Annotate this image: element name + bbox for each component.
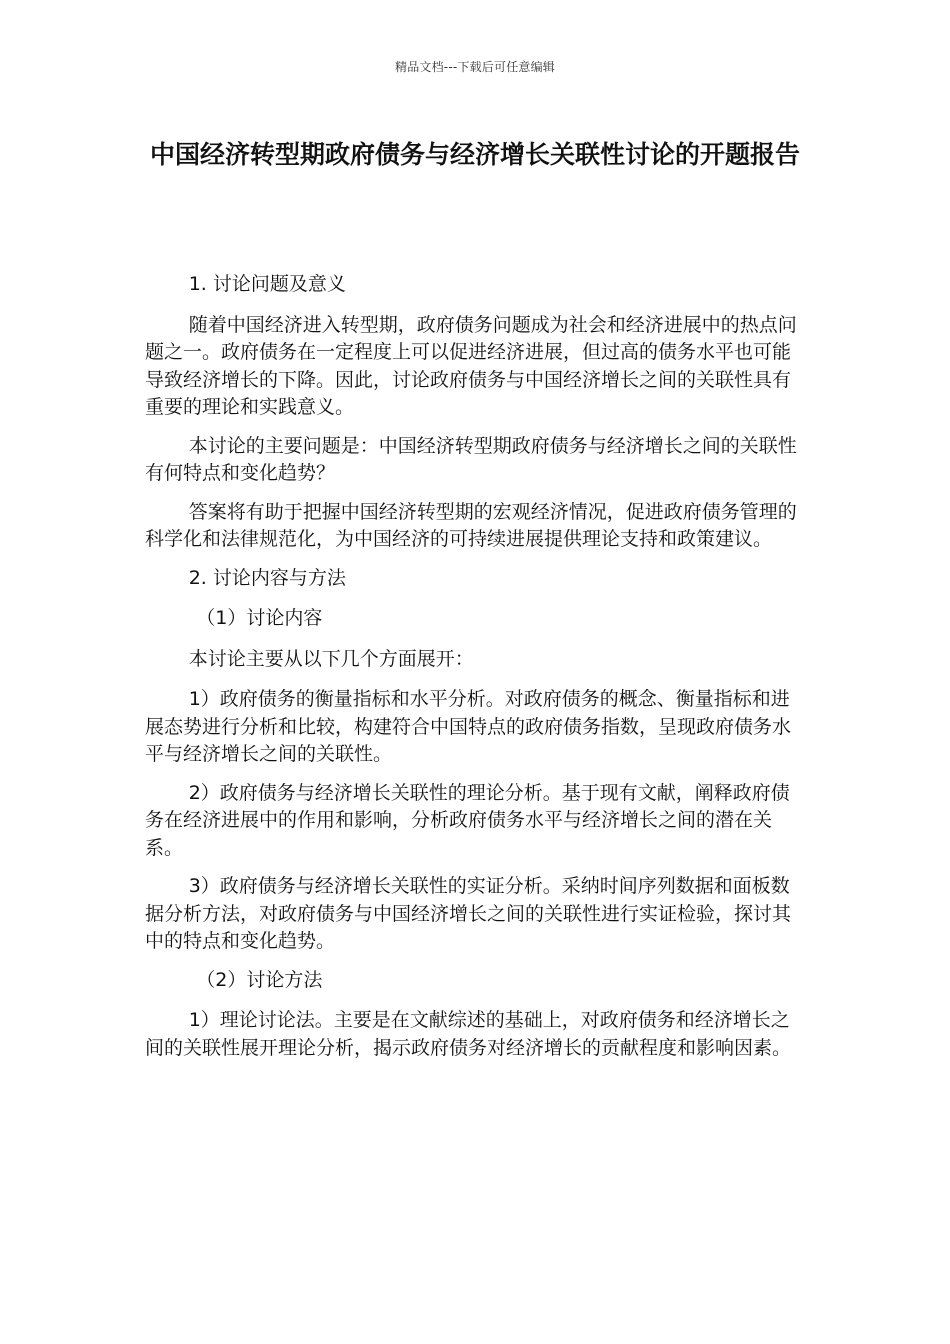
section-2-subheading-method: （2）讨论方法	[196, 968, 323, 991]
section-2-item-3: 3）政府债务与经济增长关联性的实证分析。采纳时间序列数据和面板数据分析方法，对政府债务与中国经济增长之间的关联性进行实证检验，探讨其中的特点和变化趋势。	[145, 875, 792, 952]
section-1-paragraph-1: 随着中国经济进入转型期，政府债务问题成为社会和经济进展中的热点问题之一。政府债务在一定程度上可以促进经济进展，但过高的债务水平也可能导致经济增长的下降。因此，讨论政府债务与中国经济增长之间的关联性具有重要的理论和实践意义。	[145, 313, 797, 418]
section-1-paragraph-2: 本讨论的主要问题是：中国经济转型期政府债务与经济增长之间的关联性有何特点和变化趋势？	[145, 434, 797, 484]
section-2-method-1: 1）理论讨论法。主要是在文献综述的基础上，对政府债务和经济增长之间的关联性展开理论分析，揭示政府债务对经济增长的贡献程度和影响因素。	[145, 1009, 792, 1059]
section-1-heading: 1. 讨论问题及意义	[188, 273, 346, 295]
section-2-heading: 2. 讨论内容与方法	[188, 566, 346, 589]
document-body	[145, 270, 805, 1073]
section-2-intro: 本讨论主要从以下几个方面展开：	[188, 647, 474, 670]
section-2-item-1: 1）政府债务的衡量指标和水平分析。对政府债务的概念、衡量指标和进展态势进行分析和比较，构建符合中国特点的政府债务指数，呈现政府债务水平与经济增长之间的关联性。	[145, 688, 792, 765]
section-2-item-2: 2）政府债务与经济增长关联性的理论分析。基于现有文献，阐释政府债务在经济进展中的作用和影响，分析政府债务水平与经济增长之间的潜在关系。	[145, 781, 790, 859]
section-1-paragraph-3: 答案将有助于把握中国经济转型期的宏观经济情况，促进政府债务管理的科学化和法律规范化，为中国经济的可持续进展提供理论支持和政策建议。	[145, 500, 797, 550]
header-note: 精品文档---下载后可任意编辑	[395, 60, 555, 74]
section-2-subheading-content: （1）讨论内容	[196, 607, 323, 629]
document-title: 中国经济转型期政府债务与经济增长关联性讨论的开题报告	[149, 140, 800, 169]
